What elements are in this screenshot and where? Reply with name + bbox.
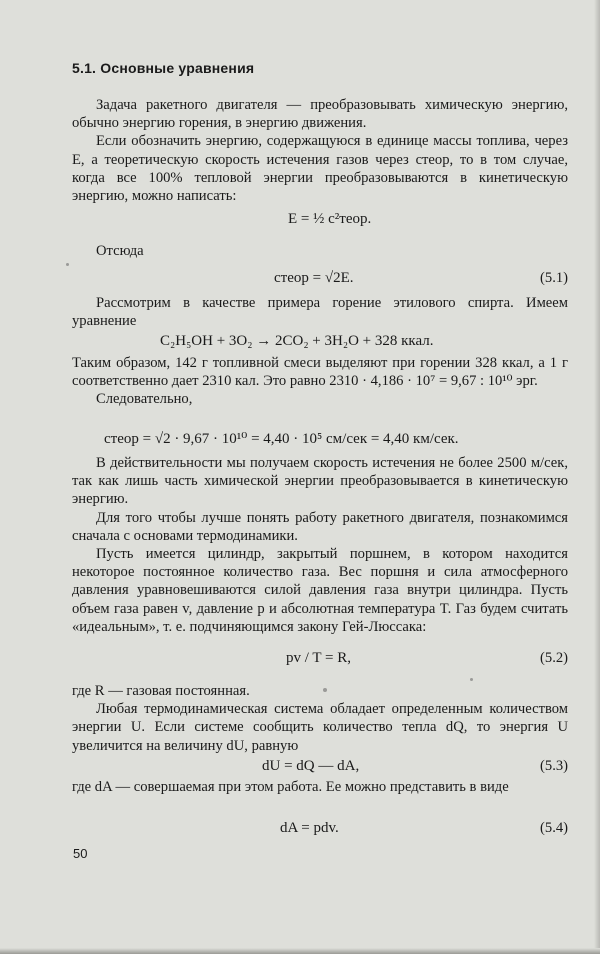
scan-speck xyxy=(66,263,69,266)
equation-5-4-body: dA = pdv. xyxy=(280,820,339,836)
equation-energy-body: E = ½ c²теор. xyxy=(288,211,372,227)
equation-5-4 xyxy=(72,817,568,843)
equation-5-2-number: (5.2) xyxy=(540,650,568,666)
equation-5-1 xyxy=(72,267,568,293)
equation-speed xyxy=(72,428,568,454)
scan-speck xyxy=(470,678,473,681)
equation-5-2-body: pv / T = R, xyxy=(286,650,352,666)
paragraph-rocket-task: Задача ракетного двигателя — преобразовывать химическую энергию, обычно энергию горения, в энергию движения. xyxy=(72,97,568,132)
equation-5-1-body: cтеор = √2E. xyxy=(274,270,354,286)
paragraph-thermodynamics: Для того чтобы лучше понять работу ракетного двигателя, познакомимся сначала с основами термодинамики. xyxy=(72,509,568,544)
paragraph-gas-constant: где R — газовая постоянная. xyxy=(72,683,250,699)
equation-speed-body: cтеор = √2 · 9,67 · 10¹⁰ = 4,40 · 10⁵ см/сек = 4,40 км/сек. xyxy=(104,431,459,447)
paragraph-energy-system: Любая термодинамическая система обладает определенным количеством энергии U. Если системе сообщить количество тепла dQ, то энергия U увеличится на величину dU, равную xyxy=(72,701,568,754)
paragraph-therefore: Следовательно, xyxy=(96,391,193,408)
page-bottom-shadow xyxy=(0,948,600,954)
equation-5-1-number: (5.1) xyxy=(540,270,568,286)
equation-5-2 xyxy=(72,647,568,673)
equation-5-4-number: (5.4) xyxy=(540,820,568,836)
scan-speck xyxy=(323,688,327,692)
paragraph-actual-speed: В действительности мы получаем скорость истечения не более 2500 м/сек, так как лишь часть химической энергии преобразовывается в кинетическую энергию. xyxy=(72,455,568,508)
equation-5-3-body: dU = dQ — dA, xyxy=(262,758,360,774)
equation-reaction xyxy=(72,330,568,356)
paragraph-cylinder: Пусть имеется цилиндр, закрытый поршнем, в котором находится некоторое постоянное количество газа. Вес поршня и сила атмосферного давления уравновешиваются силой давления газа внутри цилиндра. Пусть объем газа равен v, давление p и абсолютная температура T. Газ будем считать «идеальным», т. е. подчиняющимся закону Гей-Люссака: xyxy=(72,546,568,635)
text-hence xyxy=(72,242,568,260)
text-block-4 xyxy=(72,454,568,636)
text-block-3 xyxy=(72,354,568,409)
page-number: 50 xyxy=(73,846,88,861)
paragraph-hence: Отсюда xyxy=(96,243,144,259)
paragraph-energy-definition: Если обозначить энергию, содержащуюся в единице массы топлива, через E, а теоретическую скорость истечения газов через cтеор, то в том случае, когда все 100% тепловой энергии преобразовываются в кинетическую энергию, можно написать: xyxy=(72,133,568,205)
paragraph-ethanol: Рассмотрим в качестве примера горение этилового спирта. Имеем уравнение xyxy=(72,295,568,330)
equation-5-3-number: (5.3) xyxy=(540,758,568,774)
section-heading: 5.1. Основные уравнения xyxy=(72,60,255,76)
text-block-2 xyxy=(72,294,568,330)
text-block-6 xyxy=(72,778,568,796)
paragraph-calorie: Таким образом, 142 г топливной смеси выделяют при горении 328 ккал, а 1 г соответственно дает 2310 кал. Это равно 2310 · 4,186 · 10⁷ = 9,67 : 10¹⁰ эрг. xyxy=(72,355,568,390)
equation-reaction-body: C₂H₅OH + 3O₂ → 2CO₂ + 3H₂O + 328 ккал. xyxy=(160,333,434,349)
paragraph-work: где dA — совершаемая при этом работа. Ее можно представить в виде xyxy=(72,779,509,795)
equation-energy xyxy=(72,208,568,234)
text-block-5 xyxy=(72,682,568,755)
page-edge-shadow xyxy=(594,0,600,954)
text-block-1 xyxy=(72,96,568,205)
